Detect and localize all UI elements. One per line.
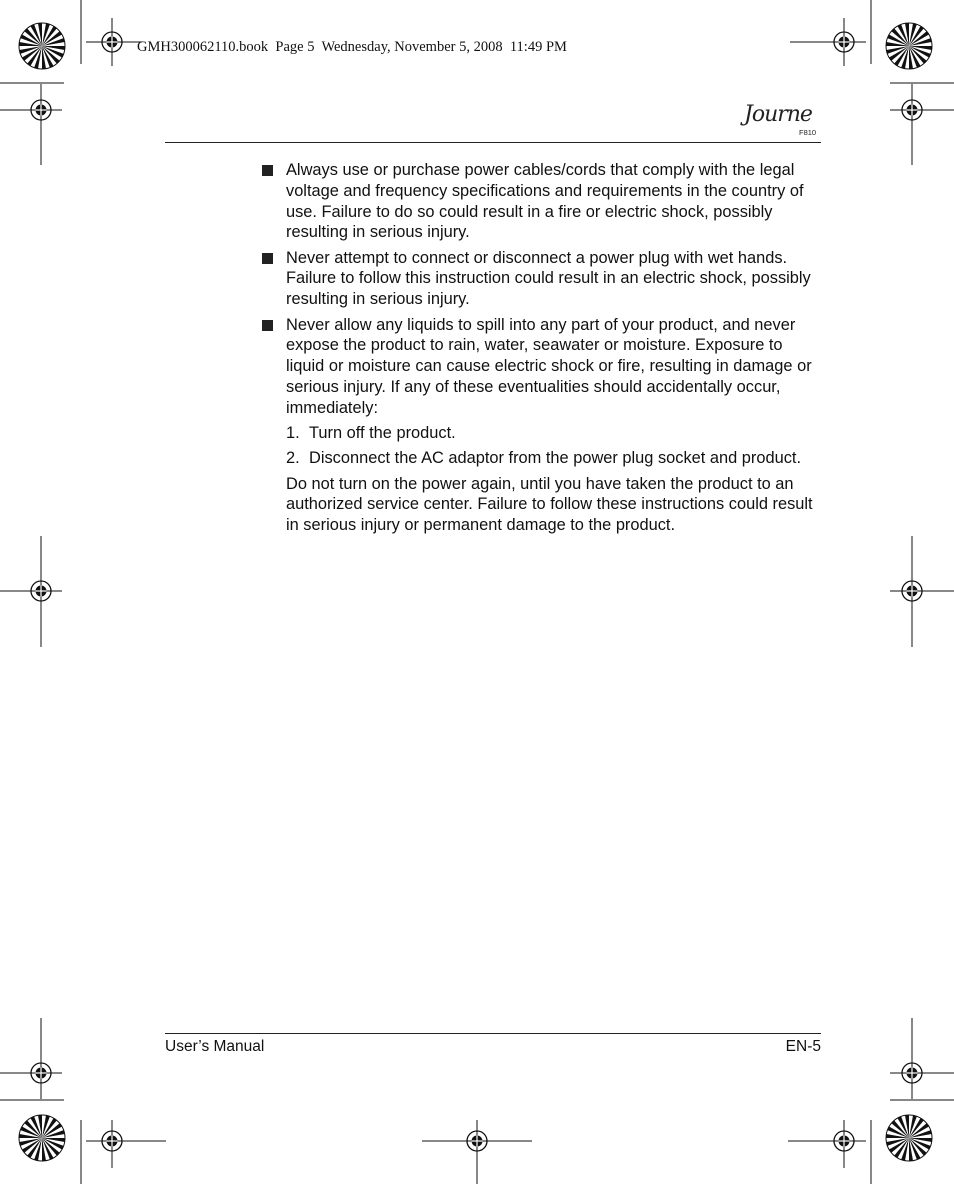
bullet-text: Always use or purchase power cables/cords that comply with the legal voltage and frequency specifications and requirements in the country of use. Failure to do so could result in a fire or electric shock, possibly resulting in serious injury. <box>286 161 804 242</box>
bullet-text: Never allow any liquids to spill into any part of your product, and never expose the product to rain, water, seawater or moisture. Exposure to liquid or moisture can cause electric shock or fire, resulting in damage or serious injury. If any of these eventualities should accidentally occur, immediately: <box>286 315 812 417</box>
step-number: 2. <box>286 449 300 468</box>
footer-manual-title: User’s Manual <box>165 1038 265 1055</box>
step-text: Turn off the product. <box>309 424 456 443</box>
starburst-mark-icon <box>886 1115 932 1161</box>
square-bullet-icon <box>262 320 273 331</box>
square-bullet-icon <box>262 165 273 176</box>
starburst-mark-icon <box>19 23 65 69</box>
safety-content <box>262 160 822 536</box>
starburst-mark-icon <box>19 1115 65 1161</box>
starburst-mark-icon <box>886 23 932 69</box>
square-bullet-icon <box>262 253 273 264</box>
step-number: 1. <box>286 424 300 443</box>
numbered-step <box>262 448 822 469</box>
list-item <box>262 315 822 419</box>
brand-logo: Journe <box>744 102 812 127</box>
step-text: Disconnect the AC adaptor from the power plug socket and product. <box>309 449 801 468</box>
closing-paragraph: Do not turn on the power again, until you have taken the product to an authorized service center. Failure to follow these instructions could result in serious injury or permanent damage to the product. <box>286 474 813 535</box>
list-item <box>262 248 822 310</box>
header-rule <box>165 142 821 143</box>
bullet-text: Never attempt to connect or disconnect a power plug with wet hands. Failure to follow this instruction could result in an electric shock, possibly resulting in serious injury. <box>286 248 811 309</box>
footer-rule <box>165 1033 821 1034</box>
list-item <box>262 160 822 243</box>
numbered-step <box>262 423 822 444</box>
model-number: F810 <box>799 128 817 137</box>
book-slug-line: GMH300062110.book Page 5 Wednesday, November 5, 2008 11:49 PM <box>137 39 567 55</box>
page-number: EN-5 <box>785 1038 821 1055</box>
